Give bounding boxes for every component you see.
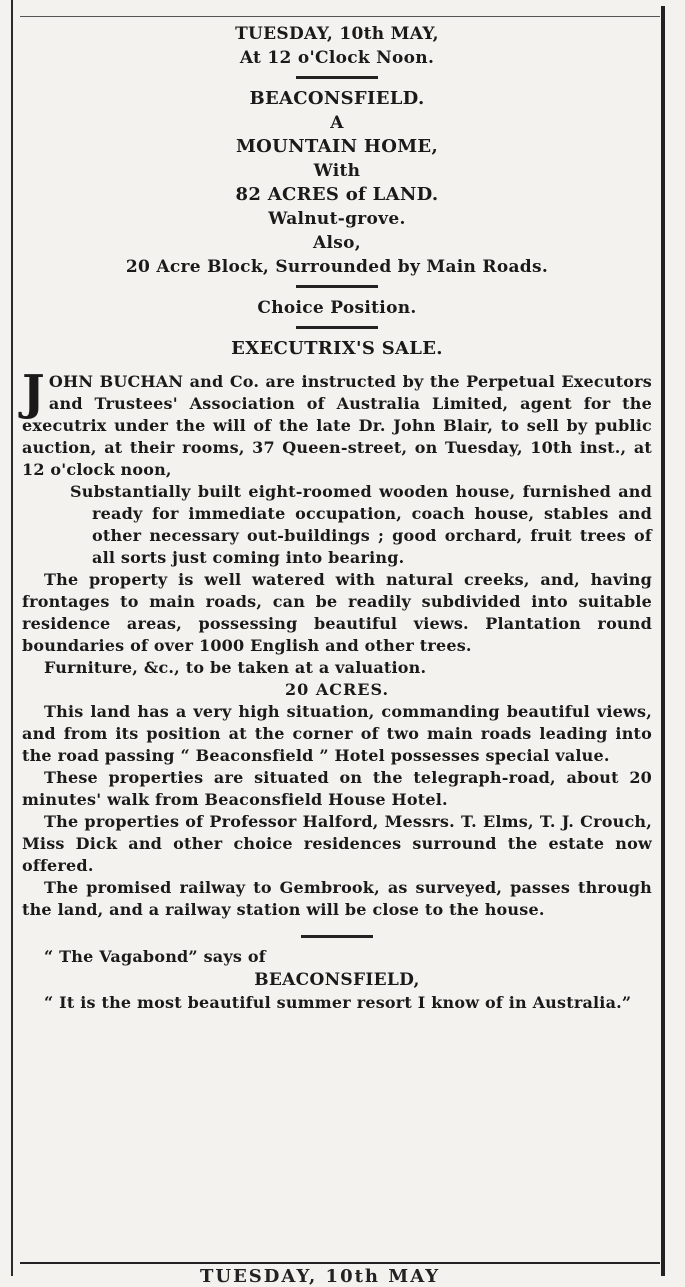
title-grove: Walnut-grove.	[268, 209, 406, 229]
divider	[296, 76, 378, 79]
title-acres: 82 ACRES of LAND.	[235, 184, 439, 205]
bottom-rule	[20, 1262, 660, 1264]
next-ad-cut-text: TUESDAY, 10th MAY	[200, 1266, 441, 1287]
intro-text: OHN BUCHAN and Co. are instructed by the Perpetual Executors and Trustees' Association of Australia Limited, agent for the executrix under the will of the late Dr. John Blair, to sell by public auction, at their rooms, 37 Queen-street, on Tuesday, 10th inst., at 12 o'clock noon,	[22, 372, 652, 479]
land-paragraph: This land has a very high situation, commanding beautiful views, and from its position at the corner of two main roads leading into the road passing “ Beaconsfield ” Hotel possesses special value.	[22, 702, 652, 765]
column-border-left	[11, 0, 13, 1276]
quote-attribution: “ The Vagabond” says of	[44, 947, 266, 966]
house-paragraph: Substantially built eight-roomed wooden house, furnished and ready for immediate occupation, coach house, stables and other necessary out-buildings ; good orchard, fruit trees of all sorts just coming into bearing.	[70, 482, 652, 567]
title-block: 20 Acre Block, Surrounded by Main Roads.	[125, 257, 549, 277]
title-with: With	[313, 161, 361, 181]
quote-place: BEACONSFIELD,	[254, 970, 420, 990]
column-border-right	[661, 6, 665, 1276]
title-home: MOUNTAIN HOME,	[235, 136, 439, 157]
top-rule	[20, 16, 660, 17]
sale-time: At 12 o'Clock Noon.	[239, 48, 435, 68]
divider	[296, 326, 378, 329]
furniture-paragraph: Furniture, &c., to be taken at a valuation.	[44, 658, 427, 677]
sale-date: TUESDAY, 10th MAY,	[235, 24, 439, 44]
railway-paragraph: The promised railway to Gembrook, as surveyed, passes through the land, and a railway station will be close to the house.	[22, 878, 652, 919]
divider	[296, 285, 378, 288]
property-paragraph: The property is well watered with natural creeks, and, having frontages to main roads, can be readily subdivided into suitable residence areas, possessing beautiful views. Plantation round boundaries of over 1000 English and other trees.	[22, 570, 652, 655]
acres-subheading: 20 ACRES.	[284, 680, 390, 699]
telegraph-paragraph: These properties are situated on the telegraph-road, about 20 minutes' walk from Beaconsfield House Hotel.	[22, 768, 652, 809]
advertisement-column	[22, 22, 652, 1014]
executrix-sale: EXECUTRIX'S SALE.	[231, 338, 443, 359]
quote-text: “ It is the most beautiful summer resort I know of in Australia.”	[44, 993, 632, 1012]
title-also: Also,	[313, 233, 361, 253]
choice-position: Choice Position.	[257, 298, 417, 318]
title-a: A	[330, 113, 344, 133]
intro-paragraph	[22, 365, 652, 481]
divider	[301, 935, 373, 938]
neighbours-paragraph: The properties of Professor Halford, Messrs. T. Elms, T. J. Crouch, Miss Dick and other choice residences surround the estate now offered.	[22, 812, 652, 875]
place-heading: BEACONSFIELD.	[249, 88, 425, 109]
drop-cap: J	[22, 365, 45, 421]
